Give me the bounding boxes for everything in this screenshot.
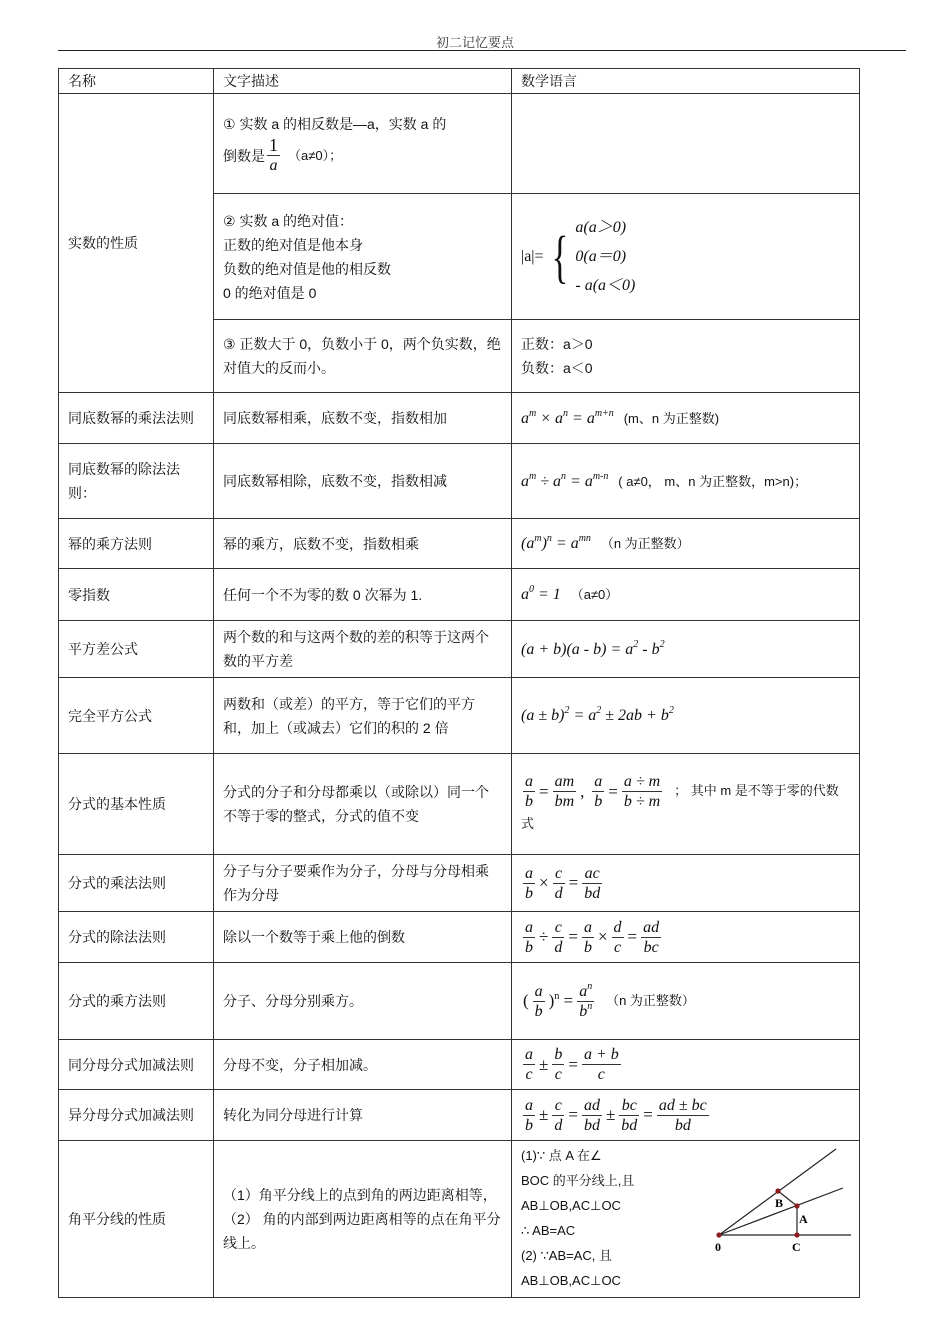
- row-description: 转化为同分母进行计算: [214, 1090, 512, 1141]
- row-math: $a^m \div a^n = a^{m-n}$ ( a≠0， m、n 为正整数，m>n)；: [512, 444, 860, 519]
- row-description: 两个数的和与这两个数的差的积等于这两个数的平方差: [214, 621, 512, 678]
- table-row: [59, 621, 860, 678]
- label-a: A: [799, 1212, 808, 1226]
- row-name: 分式的乘方法则: [59, 963, 214, 1040]
- table-row: [59, 1090, 860, 1141]
- table-row: [59, 754, 860, 855]
- reciprocal-label: 倒数是: [223, 147, 265, 164]
- row-name: 角平分线的性质: [59, 1141, 214, 1298]
- header-rule: [58, 50, 906, 51]
- row-name: 分式的除法法则: [59, 912, 214, 963]
- row-description: [214, 94, 512, 194]
- row-name: 同分母分式加减法则: [59, 1040, 214, 1090]
- row-name: 异分母分式加减法则: [59, 1090, 214, 1141]
- row-name: 同底数幂的乘法法则: [59, 393, 214, 444]
- table-row: [59, 94, 860, 194]
- row-math: $\frac{a}{b}$ ± $\frac{c}{d}$ = $\frac{ad}{bd}$ ± $\frac{bc}{bd}$ = $\frac{ad \pm bc}{bd}$: [512, 1090, 860, 1141]
- row-description: 同底数幂相乘，底数不变，指数相加: [214, 393, 512, 444]
- row-math: [512, 94, 860, 194]
- reciprocal-fraction: $\frac{1}{a}$: [269, 135, 278, 174]
- row-description: 分式的分子和分母都乘以（或除以）同一个不等于零的整式，分式的值不变: [214, 754, 512, 855]
- row-name: 分式的乘法法则: [59, 855, 214, 912]
- row-math: $\frac{a}{c}$ ± $\frac{b}{c}$ = $\frac{a + b}{c}$: [512, 1040, 860, 1090]
- row-description: 任何一个不为零的数 0 次幂为 1.: [214, 569, 512, 621]
- label-b: B: [775, 1196, 784, 1210]
- row-math: $\frac{a}{b}$ ÷ $\frac{c}{d}$ = $\frac{a}{b}$ × $\frac{d}{c}$ = $\frac{ad}{bc}$: [512, 912, 860, 963]
- row-description: 除以一个数等于乘上他的倒数: [214, 912, 512, 963]
- table-row: [59, 393, 860, 444]
- row-math: $(a \pm b)^2 = a^2 \pm 2ab + b^2$: [512, 678, 860, 754]
- row-math: [512, 194, 860, 320]
- row-math: $(a^m)^n = a^{mn}$ （n 为正整数）: [512, 519, 860, 569]
- row-math: ( $\frac{a}{b}$ )$^n$ = $\frac{a^n}{b^n}$ （n 为正整数）: [512, 963, 860, 1040]
- row-description: 两数和（或差）的平方，等于它们的平方和，加上（或减去）它们的积的 2 倍: [214, 678, 512, 754]
- row-description: 幂的乘方，底数不变，指数相乘: [214, 519, 512, 569]
- row-description: （1）角平分线上的点到角的两边距离相等， （2） 角的内部到两边距离相等的点在角平分线上。: [214, 1141, 512, 1298]
- row-math: $\frac{a}{b}$ × $\frac{c}{d}$ = $\frac{ac}{bd}$: [512, 855, 860, 912]
- row-description: 同底数幂相除，底数不变，指数相减: [214, 444, 512, 519]
- reciprocal-condition: （a≠0）；: [288, 147, 343, 163]
- row-math: $\frac{a}{b}$ = $\frac{am}{bm}$ , $\frac{a}{b}$ = $\frac{a \div m}{b \div m}$ ； 其中 m 是不等于零的代数式: [512, 754, 860, 855]
- row-math: (1)∵ 点 A 在∠ BOC 的平分线上,且 AB⊥OB,AC⊥OC ∴ AB=AC (2) ∵AB=AC, 且 AB⊥OB,AC⊥OC B A 0 C: [512, 1141, 860, 1298]
- row-description: 分母不变，分子相加减。: [214, 1040, 512, 1090]
- row-name: 同底数幂的除法法则：: [59, 444, 214, 519]
- page-header: 初二记忆要点: [435, 35, 514, 50]
- table-row: [59, 855, 860, 912]
- row-description: 分子、分母分别乘方。: [214, 963, 512, 1040]
- angle-bisector-diagram: [711, 1147, 856, 1267]
- table-row: [59, 569, 860, 621]
- row-description: 分子与分子要乘作为分子，分母与分母相乘作为分母: [214, 855, 512, 912]
- row-name: 完全平方公式: [59, 678, 214, 754]
- table-row: [59, 678, 860, 754]
- table-row: [59, 1040, 860, 1090]
- absolute-value-formula: |a|= { a(a＞0) 0(a＝0) - a(a＜0): [521, 219, 636, 294]
- header-name: 名称: [59, 69, 214, 94]
- row-name: 平方差公式: [59, 621, 214, 678]
- table-row: [59, 912, 860, 963]
- reciprocal-text: ① 实数 a 的相反数是—a，实数 a 的: [223, 116, 447, 132]
- formula-table: [58, 68, 860, 1298]
- table-row: [59, 519, 860, 569]
- row-math: $a^0 = 1$ （a≠0）: [512, 569, 860, 621]
- row-description: ② 实数 a 的绝对值： 正数的绝对值是他本身 负数的绝对值是他的相反数 0 的绝对值是 0: [214, 194, 512, 320]
- brace-icon: {: [551, 223, 568, 289]
- row-name: 零指数: [59, 569, 214, 621]
- row-math: 正数：a＞0 负数：a＜0: [512, 320, 860, 393]
- row-math: $(a + b)(a - b) = a^2 - b^2$: [512, 621, 860, 678]
- table-row: [59, 963, 860, 1040]
- table-row: [59, 444, 860, 519]
- label-c: C: [792, 1240, 801, 1254]
- label-o: 0: [715, 1240, 721, 1254]
- header-math: 数学语言: [512, 69, 860, 94]
- table-row: [59, 1141, 860, 1298]
- row-math: $a^m \times a^n = a^{m+n}$ (m、n 为正整数): [512, 393, 860, 444]
- table-header-row: [59, 69, 860, 94]
- row-name: 实数的性质: [59, 94, 214, 393]
- row-name: 幂的乘方法则: [59, 519, 214, 569]
- row-description: ③ 正数大于 0，负数小于 0，两个负实数，绝对值大的反而小。: [214, 320, 512, 393]
- row-name: 分式的基本性质: [59, 754, 214, 855]
- header-description: 文字描述: [214, 69, 512, 94]
